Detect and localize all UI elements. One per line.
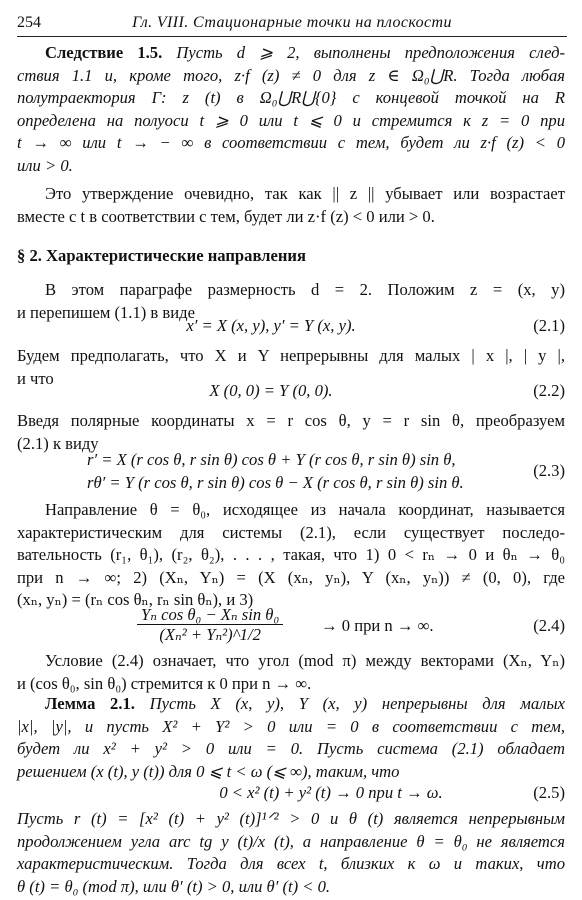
remark-paragraph [17,183,565,228]
equation-2-3 [17,449,565,495]
remark-line: вместе с t в соответствии с тем, будет ли z·f (z) < 0 или > 0. [17,206,435,226]
lemma-line: Пусть X (x, y), Y (x, y) непрерывны для малых [149,694,565,713]
equation-tail: → 0 при n → ∞. [321,616,434,635]
corollary-label: Следствие 1.5. [45,43,163,62]
paragraph-line: и (cos θ₀, sin θ₀) стремится к 0 при n → ∞. [17,673,312,693]
equation-2-4 [17,605,565,649]
lemma-line: характеристическим. Тогда для всех t, близких к ω и таких, что [17,854,565,874]
paragraph-line: (2.1) к виду [17,433,99,453]
corollary-line: или > 0. [17,155,73,175]
paragraph-line: характеристическим для системы (2.1), если существует последо- [17,522,565,542]
paragraph-line: В этом параграфе размерность d = 2. Положим z = (x, y) [45,280,565,299]
equation-line: r′ = X (r cos θ, r sin θ) cos θ + Y (r cos θ, r sin θ) sin θ, [87,450,456,469]
equation-body: 0 < x² (t) + y² (t) → 0 при t → ω. [219,783,443,802]
paragraph-line: и перепишем (1.1) в виде [17,302,195,322]
equation-number: (2.2) [533,381,565,400]
lemma-line: будет ли x² + y² > 0 или = 0. Пусть система (2.1) обладает [17,739,565,759]
section-title: § 2. Характеристические направления [17,246,306,265]
equation-number: (2.1) [533,316,565,335]
equation-body: X (0, 0) = Y (0, 0). [209,381,333,400]
remark-line: Это утверждение очевидно, так как || z || убывает или возрастает [45,184,565,203]
corollary-line: ствия 1.1 и, кроме того, z·f (z) ≠ 0 для z ∈ Ω₀⋃R. Тогда любая [17,65,565,85]
equation-2-2 [17,380,565,404]
running-head: Гл. VIII. Стационарные точки на плоскости [132,14,452,31]
paragraph-line: и что [17,368,54,388]
lemma-line: |x|, |y|, и пусть X² + Y² > 0 или = 0 в соответствии с тем, [17,716,565,736]
equation-2-1 [17,315,565,339]
lemma-line: решением (x (t), y (t)) для 0 ⩽ t < ω (⩽ ∞), таким, что [17,761,400,781]
paragraph-line: Введя полярные координаты x = r cos θ, y = r sin θ, преобразуем [17,411,565,430]
lemma-continuation [17,808,565,898]
paragraph-line: Будем предполагать, что X и Y непрерывны для малых | x |, | y |, [17,346,565,365]
equation-number: (2.5) [533,783,565,802]
fraction-numerator: Yₙ cos θ₀ − Xₙ sin θ₀ [137,605,283,625]
paragraph-line: Условие (2.4) означает, что угол (mod π) между векторами (Xₙ, Yₙ) [45,651,565,670]
corollary-1-5 [17,42,565,178]
direction-paragraph [17,499,565,612]
equation-body: x′ = X (x, y), y′ = Y (x, y). [186,316,356,335]
fraction-denominator: (Xₙ² + Yₙ²)^1/2 [159,625,261,644]
corollary-line: t → ∞ или t → − ∞ в соответствии с тем, будет ли z·f (z) < 0 [17,133,565,153]
paragraph-line: при n → ∞; 2) (Xₙ, Yₙ) = (X (xₙ, yₙ), Y (xₙ, yₙ)) ≠ (0, 0), где [17,567,565,587]
equation-number: (2.3) [533,461,565,480]
corollary-line: Пусть d ⩾ 2, выполнены предположения след- [176,43,565,62]
page-number: 254 [17,14,41,31]
equation-number: (2.4) [533,616,565,635]
lemma-line: продолжением угла arc tg y (t)/x (t), а направление θ = θ₀ не является [17,831,565,851]
corollary-line: определена на полуоси t ⩾ 0 или t ⩽ 0 и стремится к z = 0 при [17,110,565,130]
page-header [17,10,567,37]
lemma-line: Пусть r (t) = [x² (t) + y² (t)]¹ᐟ² > 0 и θ (t) является непрерывным [17,809,565,828]
paragraph-line: Направление θ = θ₀, исходящее из начала координат, называется [45,500,565,519]
paragraph-line: вательность (r₁, θ₁), (r₂, θ₂), . . . , такая, что 1) 0 < rₙ → 0 и θₙ → θ₀ [17,545,565,565]
paragraph-line: (xₙ, yₙ) = (rₙ cos θₙ, rₙ sin θₙ), и 3) [17,590,254,610]
section-heading [17,245,565,268]
condition-paragraph [17,650,565,695]
equation-2-5 [17,782,565,806]
corollary-line: полутраектория Γ: z (t) в Ω₀⋃R⋃{0} с концевой точкой на R [17,88,565,108]
lemma-line: θ (t) = θ₀ (mod π), или θ′ (t) > 0, или θ′ (t) < 0. [17,876,331,896]
lemma-2-1 [17,693,565,783]
fraction [137,605,283,644]
equation-line: rθ′ = Y (r cos θ, r sin θ) cos θ − X (r cos θ, r sin θ) sin θ. [87,472,464,492]
lemma-label: Лемма 2.1. [45,694,135,713]
